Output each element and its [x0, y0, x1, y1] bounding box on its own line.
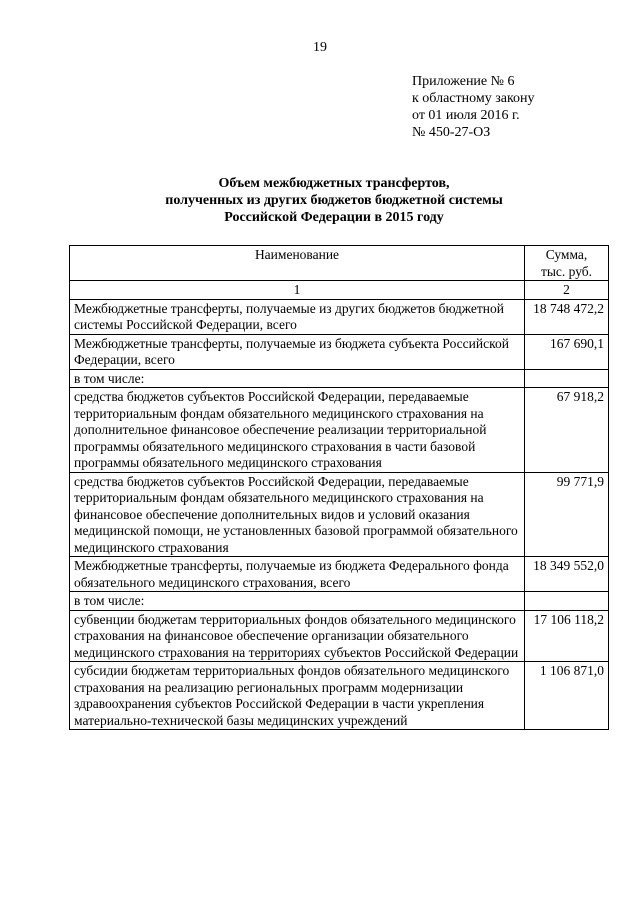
row-amount: 1 106 871,0 — [525, 662, 609, 730]
row-amount: 67 918,2 — [525, 388, 609, 473]
row-amount: 18 349 552,0 — [525, 557, 609, 592]
header-sum — [525, 246, 609, 281]
row-name: в том числе: — [70, 369, 525, 388]
row-amount — [525, 592, 609, 611]
row-amount: 17 106 118,2 — [525, 610, 609, 662]
row-name: субсидии бюджетам территориальных фондов обязательного медицинского страхования на реализацию региональных программ модернизации здравоохранения субъектов Российской Федерации в части укрепления материально-технической базы медицинских учреждений — [70, 662, 525, 730]
header-name: Наименование — [70, 246, 525, 281]
title-line: полученных из других бюджетов бюджетной системы — [165, 193, 503, 208]
appendix-line: № 450-27-ОЗ — [412, 125, 491, 140]
row-amount: 99 771,9 — [525, 472, 609, 557]
header-sum-line: тыс. руб. — [540, 263, 593, 279]
row-amount: 167 690,1 — [525, 334, 609, 369]
appendix-note — [412, 73, 535, 141]
title-line: Российской Федерации в 2015 году — [224, 210, 444, 225]
table-row — [70, 592, 609, 611]
document-title — [60, 175, 608, 226]
row-name: средства бюджетов субъектов Российской Федерации, передаваемые территориальным фондам обязательного медицинского страхования на финансовое обеспечение дополнительных видов и условий оказания медицинской помощи, не установленных базовой программой обязательного медицинского страхования — [70, 472, 525, 557]
column-number: 2 — [525, 281, 609, 300]
row-amount: 18 748 472,2 — [525, 299, 609, 334]
appendix-line: к областному закону — [412, 91, 535, 106]
row-name: субвенции бюджетам территориальных фондов обязательного медицинского страхования на финансовое обеспечение организации обязательного медицинского страхования на территориях субъектов Российской Федерации — [70, 610, 525, 662]
row-name: в том числе: — [70, 592, 525, 611]
table-row — [70, 388, 609, 473]
column-number-row — [70, 281, 609, 300]
table-row — [70, 610, 609, 662]
table-row — [70, 557, 609, 592]
column-number: 1 — [70, 281, 525, 300]
appendix-line: от 01 июля 2016 г. — [412, 108, 520, 123]
table-row — [70, 662, 609, 730]
table-row — [70, 369, 609, 388]
row-amount — [525, 369, 609, 388]
row-name: Межбюджетные трансферты, получаемые из бюджета Федерального фонда обязательного медицинского страхования, всего — [70, 557, 525, 592]
transfers-table — [69, 245, 609, 730]
table-row — [70, 299, 609, 334]
row-name: Межбюджетные трансферты, получаемые из других бюджетов бюджетной системы Российской Федерации, всего — [70, 299, 525, 334]
page-number: 19 — [313, 40, 327, 55]
table-row — [70, 334, 609, 369]
row-name: средства бюджетов субъектов Российской Федерации, передаваемые территориальным фондам обязательного медицинского страхования на дополнительное финансовое обеспечение реализации территориальной программы обязательного медицинского страхования в части базовой программы обязательного медицинского страхования — [70, 388, 525, 473]
row-name: Межбюджетные трансферты, получаемые из бюджета субъекта Российской Федерации, всего — [70, 334, 525, 369]
header-sum-line: Сумма, — [545, 247, 588, 262]
title-line: Объем межбюджетных трансфертов, — [218, 176, 450, 191]
table-row — [70, 472, 609, 557]
appendix-line: Приложение № 6 — [412, 74, 515, 89]
table-header-row — [70, 246, 609, 281]
